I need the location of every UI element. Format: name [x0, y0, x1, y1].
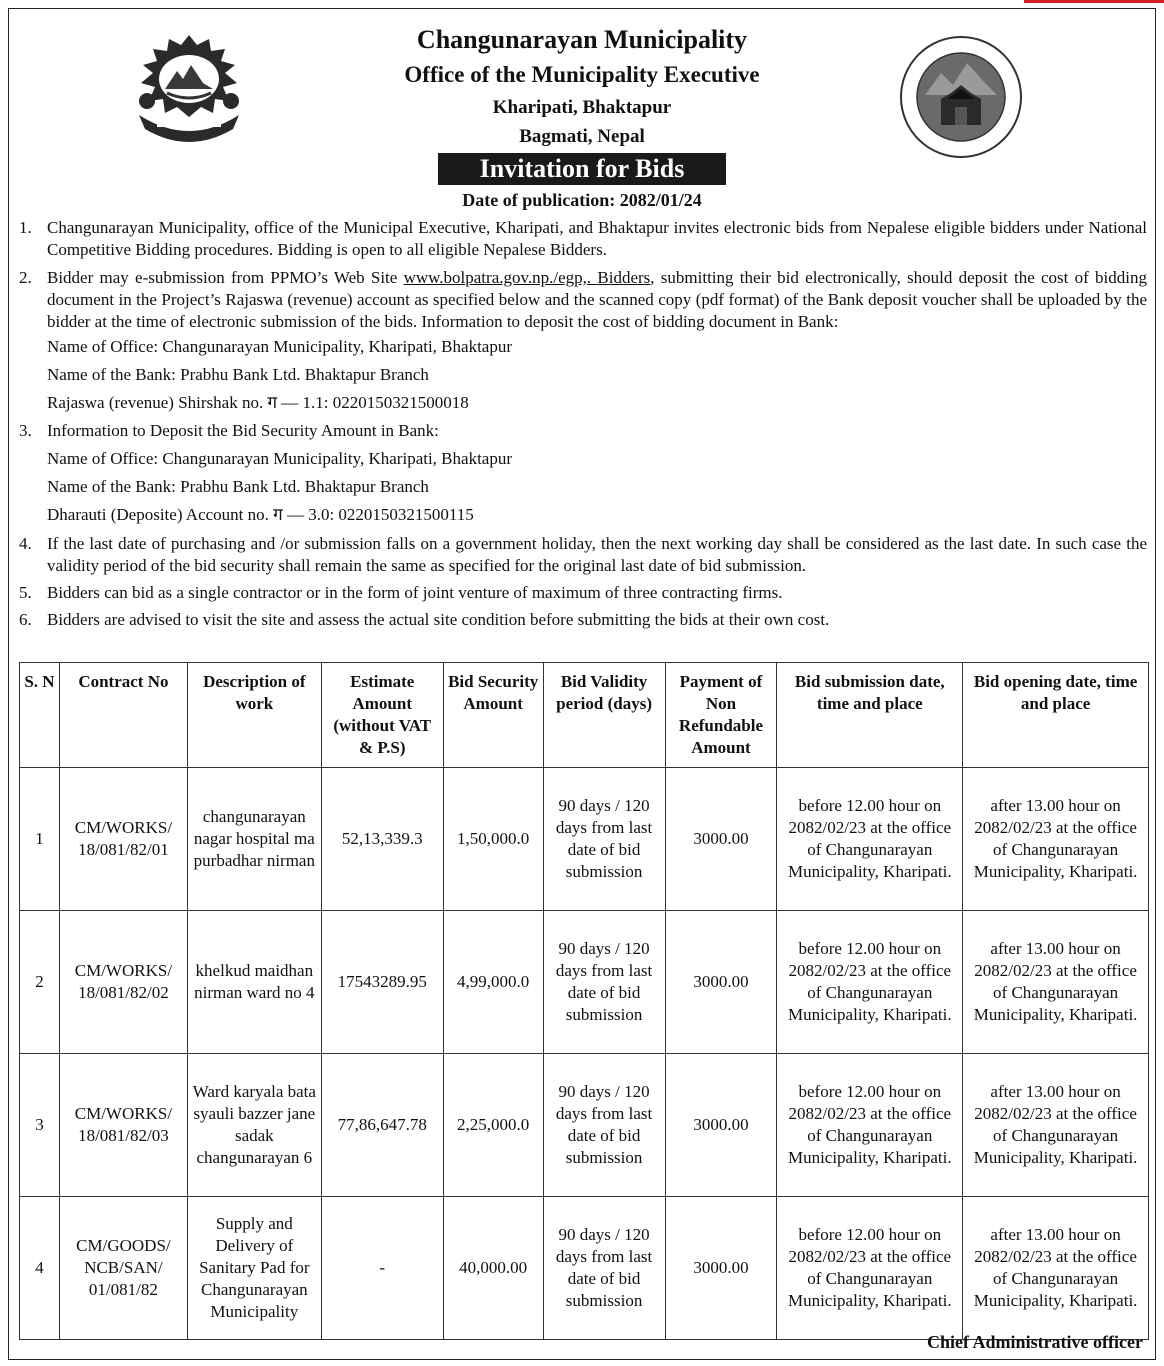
- header-opening: Bid opening date, time and place: [963, 663, 1149, 768]
- cell-payment: 3000.00: [665, 1054, 777, 1197]
- table-row: [20, 1054, 1149, 1197]
- cell-bid-security: 1,50,000.0: [443, 768, 543, 911]
- cell-validity: 90 days / 120 days from last date of bid submission: [543, 768, 665, 911]
- cell-submission: before 12.00 hour on 2082/02/23 at the office of Changunarayan Municipality, Kharipati.: [777, 911, 963, 1054]
- cell-estimate: 52,13,339.3: [321, 768, 443, 911]
- cell-opening: after 13.00 hour on 2082/02/23 at the office of Changunarayan Municipality, Kharipati.: [963, 1054, 1149, 1197]
- cell-sn: 4: [20, 1197, 60, 1340]
- cell-submission: before 12.00 hour on 2082/02/23 at the office of Changunarayan Municipality, Kharipati.: [777, 768, 963, 911]
- cell-sn: 3: [20, 1054, 60, 1197]
- cell-bid-security: 40,000.00: [443, 1197, 543, 1340]
- notice-header: [9, 23, 1155, 215]
- cell-description: changunarayan nagar hospital ma purbadhar nirman: [187, 768, 321, 911]
- notice-page: [8, 8, 1156, 1360]
- paragraph-5: [19, 582, 1147, 604]
- header-estimate: Estimate Amount (without VAT & P.S): [321, 663, 443, 768]
- cell-opening: after 13.00 hour on 2082/02/23 at the office of Changunarayan Municipality, Kharipati.: [963, 1197, 1149, 1340]
- cell-contract-no: CM/WORKS/ 18/081/82/01: [59, 768, 187, 911]
- paragraph-number: 5.: [19, 583, 32, 602]
- paragraph-4: [19, 533, 1147, 577]
- cell-estimate: 17543289.95: [321, 911, 443, 1054]
- paragraph-number: 3.: [19, 421, 32, 440]
- paragraph-number: 6.: [19, 610, 32, 629]
- table-row: [20, 1197, 1149, 1340]
- cell-sn: 2: [20, 911, 60, 1054]
- address-line2: Bagmati, Nepal: [519, 126, 645, 147]
- municipality-name: Changunarayan Municipality: [416, 25, 748, 54]
- bids-table: [19, 662, 1149, 1340]
- paragraph-number: 4.: [19, 534, 32, 553]
- cell-sn: 1: [20, 768, 60, 911]
- deposit-office: Name of Office: Changunarayan Municipality, Kharipati, Bhaktapur: [47, 449, 512, 468]
- header-description: Description of work: [187, 663, 321, 768]
- office-name: Office of the Municipality Executive: [404, 62, 760, 87]
- cell-payment: 3000.00: [665, 768, 777, 911]
- cell-description: Supply and Delivery of Sanitary Pad for Changunarayan Municipality: [187, 1197, 321, 1340]
- cell-bid-security: 4,99,000.0: [443, 911, 543, 1054]
- paragraph-text: If the last date of purchasing and /or submission falls on a government holiday, then the next working day shall be considered as the last date. In such case the validity period of the bid security shall remain the same as specified for the original last date of bid submission.: [47, 534, 1147, 575]
- paragraph-text-end: , submitting their bid electronically, should deposit the cost of bidding document in the Project’s Rajaswa (revenue) account as specified below and the scanned copy (pdf format) of the Bank deposit voucher shall be uploaded by the bidder at the time of electronic submission of the bids. Information to deposit the cost of bidding document in Bank:: [47, 268, 1147, 331]
- cell-description: khelkud maidhan nirman ward no 4: [187, 911, 321, 1054]
- paragraph-text: Changunarayan Municipality, office of the Municipal Executive, Kharipati, and Bhaktapur invites electronic bids from Nepalese eligible bidders under National Competitive Bidding procedures. Bidding is open to all eligible Nepalese Bidders.: [47, 218, 1147, 259]
- deposit-bank: Name of the Bank: Prabhu Bank Ltd. Bhaktapur Branch: [47, 477, 429, 496]
- bolpatra-link[interactable]: www.bolpatra.gov.np./egp,. Bidders: [403, 268, 651, 287]
- table-row: [20, 911, 1149, 1054]
- header-validity: Bid Validity period (days): [543, 663, 665, 768]
- paragraph-2: [19, 267, 1147, 333]
- cell-opening: after 13.00 hour on 2082/02/23 at the office of Changunarayan Municipality, Kharipati.: [963, 768, 1149, 911]
- cell-payment: 3000.00: [665, 1197, 777, 1340]
- table-header-row: [20, 663, 1149, 768]
- paragraph-number: 2.: [19, 268, 32, 287]
- cell-submission: before 12.00 hour on 2082/02/23 at the office of Changunarayan Municipality, Kharipati.: [777, 1197, 963, 1340]
- paragraph-number: 1.: [19, 218, 32, 237]
- signature: Chief Administrative officer: [927, 1332, 1143, 1352]
- header-payment: Payment of Non Refundable Amount: [665, 663, 777, 768]
- header-submission: Bid submission date, time and place: [777, 663, 963, 768]
- publication-date: Date of publication: 2082/01/24: [462, 190, 702, 210]
- deposit-account: Dharauti (Deposite) Account no. ग — 3.0: 0220150321500115: [47, 505, 474, 524]
- cell-validity: 90 days / 120 days from last date of bid submission: [543, 911, 665, 1054]
- cell-estimate: -: [321, 1197, 443, 1340]
- cell-contract-no: CM/WORKS/ 18/081/82/02: [59, 911, 187, 1054]
- header-bid-security: Bid Security Amount: [443, 663, 543, 768]
- revenue-office: Name of Office: Changunarayan Municipality, Kharipati, Bhaktapur: [47, 337, 512, 356]
- paragraph-1: [19, 217, 1147, 261]
- header-sn: S. N: [20, 663, 60, 768]
- notice-body: [19, 217, 1147, 631]
- cell-bid-security: 2,25,000.0: [443, 1054, 543, 1197]
- table-row: [20, 768, 1149, 911]
- header-contract-no: Contract No: [59, 663, 187, 768]
- cell-validity: 90 days / 120 days from last date of bid submission: [543, 1197, 665, 1340]
- paragraph-text: [47, 267, 1147, 333]
- paragraph-text: Information to Deposit the Bid Security Amount in Bank:: [47, 421, 439, 440]
- notice-title: Invitation for Bids: [438, 153, 727, 185]
- cell-description: Ward karyala bata syauli bazzer jane sadak changunarayan 6: [187, 1054, 321, 1197]
- paragraph-text: Bidders are advised to visit the site and assess the actual site condition before submitting the bids at their own cost.: [47, 610, 830, 629]
- cell-submission: before 12.00 hour on 2082/02/23 at the office of Changunarayan Municipality, Kharipati.: [777, 1054, 963, 1197]
- paragraph-text: Bidders can bid as a single contractor or in the form of joint venture of maximum of three contracting firms.: [47, 583, 783, 602]
- cell-validity: 90 days / 120 days from last date of bid submission: [543, 1054, 665, 1197]
- revenue-account: Rajaswa (revenue) Shirshak no. ग — 1.1: 0220150321500018: [47, 393, 469, 412]
- revenue-bank: Name of the Bank: Prabhu Bank Ltd. Bhaktapur Branch: [47, 365, 429, 384]
- paragraph-3: [19, 417, 1147, 445]
- paragraph-6: [19, 609, 1147, 631]
- cell-contract-no: CM/GOODS/ NCB/SAN/ 01/081/82: [59, 1197, 187, 1340]
- cell-estimate: 77,86,647.78: [321, 1054, 443, 1197]
- cell-opening: after 13.00 hour on 2082/02/23 at the office of Changunarayan Municipality, Kharipati.: [963, 911, 1149, 1054]
- cell-payment: 3000.00: [665, 911, 777, 1054]
- top-red-mark: [1024, 0, 1164, 3]
- cell-contract-no: CM/WORKS/ 18/081/82/03: [59, 1054, 187, 1197]
- paragraph-text-start: Bidder may e-submission from PPMO’s Web Site: [47, 268, 404, 287]
- address-line1: Kharipati, Bhaktapur: [492, 97, 672, 118]
